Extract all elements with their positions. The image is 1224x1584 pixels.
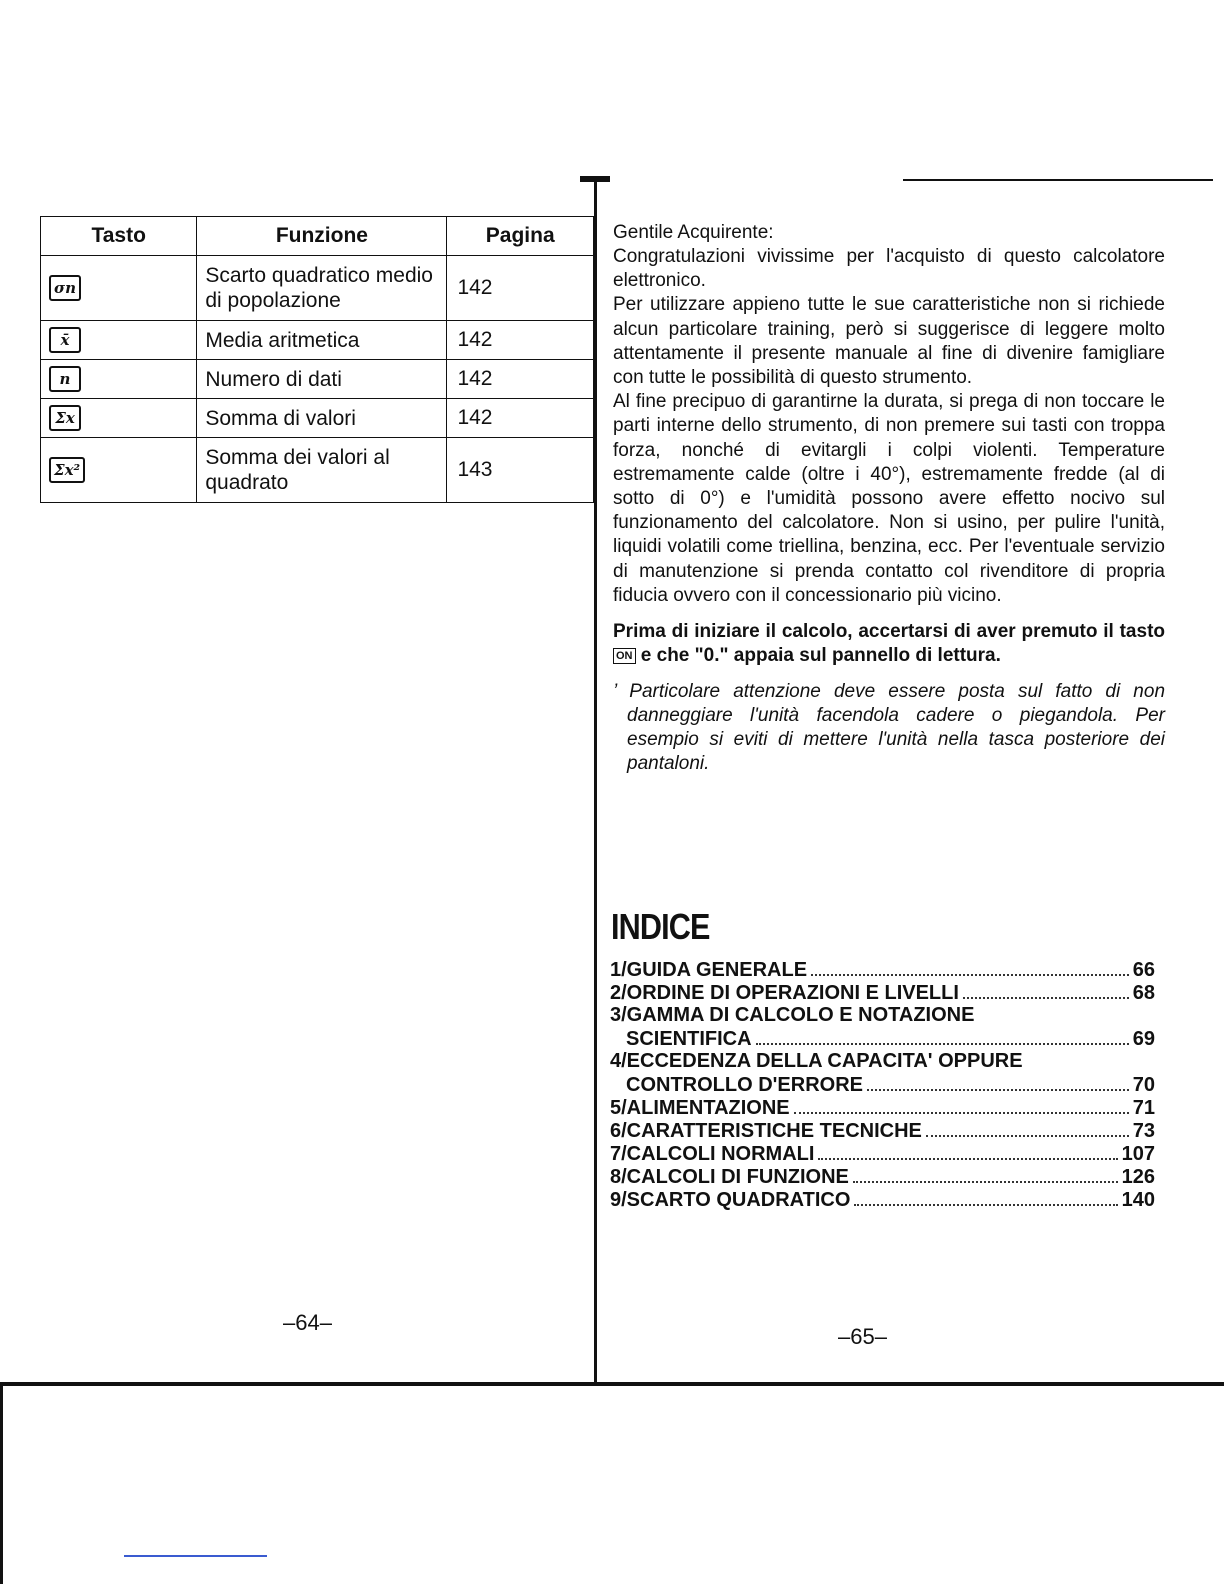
function-cell: Numero di dati (197, 360, 447, 399)
sum-x-squared-key-icon: Σx² (49, 457, 85, 483)
toc-entry: 6/CARATTERISTICHE TECNICHE 73 (610, 1120, 1155, 1142)
table-row (41, 360, 594, 399)
toc-entry: CONTROLLO D'ERRORE 70 (626, 1074, 1155, 1096)
header-function: Funzione (197, 217, 447, 256)
on-key-icon: ON (613, 648, 636, 664)
table-row (41, 321, 594, 360)
table-row (41, 438, 594, 503)
toc-entry: 9/SCARTO QUADRATICO 140 (610, 1189, 1155, 1211)
page-cell: 143 (447, 438, 594, 503)
toc-entry: 2/ORDINE DI OPERAZIONI E LIVELLI 68 (610, 982, 1155, 1004)
start-instructions: Prima di iniziare il calcolo, accertarsi di aver premuto il tasto ON e che "0." appaia sul pannello di lettura. (613, 621, 1165, 667)
toc-entry: 4/ECCEDENZA DELLA CAPACITA' OPPURE (610, 1050, 1023, 1072)
introduction-text (613, 221, 1165, 776)
function-cell: Scarto quadratico medio di popolazione (197, 256, 447, 321)
intro-paragraph: Congratulazioni vivissime per l'acquisto di questo calcolatore elettronico. (613, 246, 1165, 292)
function-cell: Media aritmetica (197, 321, 447, 360)
usage-paragraph: Per utilizzare appieno tutte le sue caratteristiche non si richiede alcun particolare training, però si suggerisce di leggere molto attentamente il presente manuale al fine di divenire famigliare con tutte le possibilità di questo strumento. (613, 294, 1165, 389)
table-row (41, 399, 594, 438)
toc-entry: SCIENTIFICA 69 (626, 1028, 1155, 1050)
sigma-n-key-icon: σn (49, 275, 81, 301)
sum-x-key-icon: Σx (49, 405, 81, 431)
blue-scan-mark (124, 1555, 267, 1557)
spread-gutter-line (594, 182, 597, 1382)
header-key: Tasto (41, 217, 197, 256)
caution-note: ’ Particolare attenzione deve essere posta sul fatto di non danneggiare l'unità facendola cadere o piegandola. Per esempio si eviti di mettere l'unità nella tasca posteriore dei pantaloni. (613, 681, 1166, 775)
toc-entry: 1/GUIDA GENERALE 66 (610, 959, 1155, 981)
care-paragraph: Al fine precipuo di garantirne la durata, si prega di non toccare le parti interne dello strumento, di non premere sui tasti con troppa forza, nonché di evitargli i colpi violenti. Temperature estremamente calde (oltre i 40°), estremamente fredde (al di sotto di 0°) e l'umidità possono avere effetto nocivo sul funzionamento del calcolatore. Non si usino, per pulire l'unità, liquidi volatili come triellina, benzina, ecc. Per l'eventuale servizio di manutenzione si prenda contatto col rivenditore di propria fiducia ovvero con il concessionario più vicino. (613, 391, 1165, 606)
page-cell: 142 (447, 321, 594, 360)
greeting: Gentile Acquirente: (613, 222, 774, 243)
function-cell: Somma di valori (197, 399, 447, 438)
right-page-top-rule (903, 179, 1213, 181)
page-number-left: –64– (283, 1310, 332, 1335)
table-row (41, 256, 594, 321)
toc-entry: 7/CALCOLI NORMALI 107 (610, 1143, 1155, 1165)
page-cell: 142 (447, 399, 594, 438)
page-cell: 142 (447, 256, 594, 321)
page-bottom-rule (0, 1382, 1224, 1386)
key-function-table (40, 216, 594, 503)
page-number-right: –65– (838, 1324, 887, 1349)
toc-entry: 5/ALIMENTAZIONE 71 (610, 1097, 1155, 1119)
table-of-contents (610, 958, 1155, 1211)
n-key-icon: n (49, 366, 81, 392)
page-cell: 142 (447, 360, 594, 399)
function-cell: Somma dei valori al quadrato (197, 438, 447, 503)
header-page: Pagina (447, 217, 594, 256)
index-title: INDICE (611, 906, 710, 947)
mean-key-icon: x̄ (49, 327, 81, 353)
toc-entry: 3/GAMMA DI CALCOLO E NOTAZIONE (610, 1004, 975, 1026)
table-header-row (41, 217, 594, 256)
toc-entry: 8/CALCOLI DI FUNZIONE 126 (610, 1166, 1155, 1188)
left-edge-rule (0, 1386, 3, 1584)
